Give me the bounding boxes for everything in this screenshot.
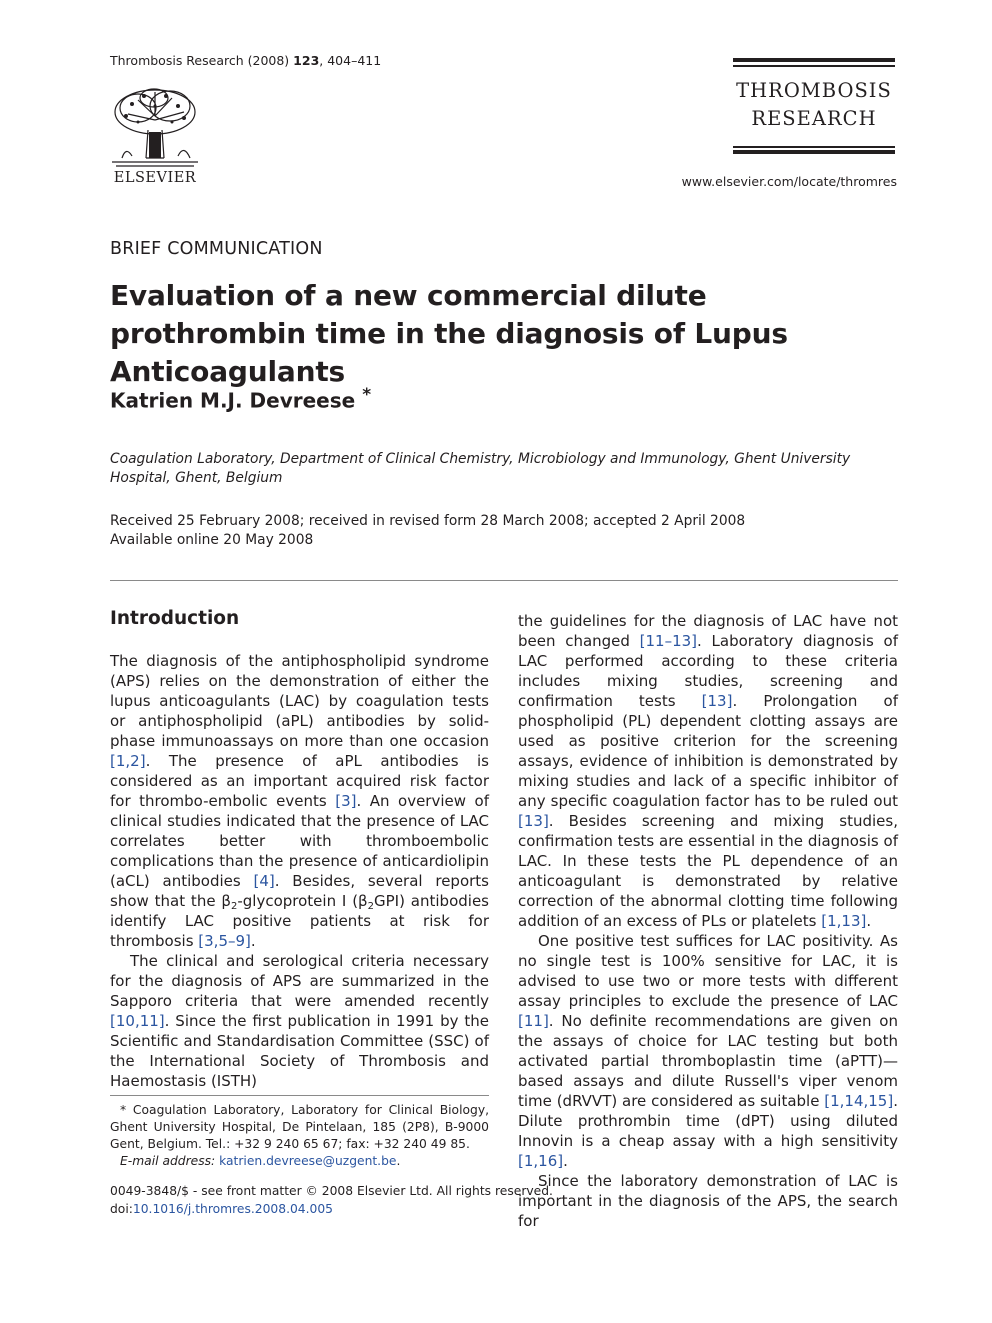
author-name: Katrien M.J. Devreese: [110, 388, 356, 413]
citation-link[interactable]: [13]: [518, 812, 549, 830]
author-line: [110, 385, 371, 413]
footnote-divider: [110, 1095, 489, 1096]
article-dates: [110, 512, 898, 550]
citation-link[interactable]: [1,16]: [518, 1152, 564, 1170]
available-online-date: Available online 20 May 2008: [110, 532, 314, 548]
intro-paragraph-4: Since the laboratory demonstration of LAC is important in the diagnosis of the APS, the search for: [518, 1172, 898, 1230]
masthead-top-thin-bar: [733, 65, 895, 67]
masthead-bottom-bar: [733, 150, 895, 154]
front-matter: [110, 1182, 553, 1218]
journal-name: Thrombosis Research (2008): [110, 53, 290, 68]
footnote-mark: *: [120, 1103, 127, 1117]
footnote-address: Coagulation Laboratory, Laboratory for Clinical Biology, Ghent University Hospital, De Pintelaan, 185 (2P8), B-9000 Gent, Belgium. Tel.: +32 9 240 65 67; fax: +32 240 49 85.: [110, 1103, 489, 1151]
citation-link[interactable]: [3,5–9]: [198, 932, 251, 950]
copyright-line: 0049-3848/$ - see front matter © 2008 Elsevier Ltd. All rights reserved.: [110, 1184, 553, 1198]
doi-label: doi:: [110, 1202, 133, 1216]
masthead-line2: RESEARCH: [751, 107, 877, 130]
introduction-heading: Introduction: [110, 608, 240, 629]
intro-paragraph-2-continued: the guidelines for the diagnosis of LAC have not been changed [11–13]. Laboratory diagnosis of LAC performed according to these criteria includes mixing studies, screening and confirmation tests [13]. Prolongation of phospholipid (PL) dependent clotting assays are used as positive criterion for the screening assays, evidence of inhibition is demonstrated by mixing studies and lack of a specific inhibitor of any specific coagulation factor has to be ruled out [13]. Besides screening and mixing studies, confirmation tests are essential in the diagnosis of LAC. In these tests the PL dependence of an anticoagulant is demonstrated by relative correction of the abnormal clotting time following addition of an excess of PLs or platelets [1,13].: [518, 612, 898, 930]
author-email-link[interactable]: katrien.devreese@uzgent.be: [219, 1154, 397, 1168]
article-section: BRIEF COMMUNICATION: [110, 239, 323, 259]
doi-link[interactable]: 10.1016/j.thromres.2008.04.005: [132, 1202, 334, 1216]
email-label: E-mail address:: [120, 1154, 216, 1168]
citation-link[interactable]: [10,11]: [110, 1012, 165, 1030]
intro-paragraph-1: The diagnosis of the antiphospholipid syndrome (APS) relies on the demonstration of either the lupus anticoagulants (LAC) by coagulation tests or antiphospholipid (aPL) antibodies by solid-phase immunoassays on more than one occasion [1,2]. The presence of aPL antibodies is considered as an important acquired risk factor for thrombo-embolic events [3]. An overview of clinical studies indicated that the presence of LAC correlates better with thromboembolic complications than the presence of anticardiolipin (aCL) antibodies [4]. Besides, several reports show that the $\beta_2$-glycoprotein I $(\beta_2GPI)$ antibodies identify LAC positive patients at risk for thrombosis [3,5–9].: [110, 652, 489, 950]
journal-url-link[interactable]: www.elsevier.com/locate/thromres: [681, 174, 897, 189]
intro-paragraph-2-start: The clinical and serological criteria necessary for the diagnosis of APS are summarized in the Sapporo criteria that were amended recently [10,11]. Since the first publication in 1991 by the Scientific and Standardisation Committee (SSC) of the International Society of Thrombosis and Haemostasis (ISTH): [110, 952, 489, 1090]
citation-link[interactable]: [1,2]: [110, 752, 146, 770]
citation-link[interactable]: [11–13]: [639, 632, 698, 650]
journal-volume: 123: [293, 53, 320, 68]
citation-link[interactable]: [11]: [518, 1012, 549, 1030]
masthead-line1: THROMBOSIS: [736, 79, 892, 102]
header-divider: [110, 580, 898, 581]
masthead-bottom-thin-bar: [733, 146, 895, 148]
intro-paragraph-3: One positive test suffices for LAC positivity. As no single test is 100% sensitive for LAC, it is advised to use two or more tests with different assay principles to exclude the presence of LAC [11]. No definite recommendations are given on the assays of choice for LAC testing but both activated partial thromboplastin time (aPTT)—based assays and dilute Russell's viper venom time (dRVVT) are considered as suitable [1,14,15]. Dilute prothrombin time (dPT) using diluted Innovin is a cheap assay with a high sensitivity [1,16].: [518, 932, 898, 1170]
article-title: Evaluation of a new commercial dilute prothrombin time in the diagnosis of Lupus Anticoagulants: [110, 279, 788, 388]
elsevier-logo: [108, 86, 202, 190]
citation-link[interactable]: [1,13]: [821, 912, 867, 930]
elsevier-tree-icon: [108, 86, 202, 168]
masthead-top-bar: [733, 58, 895, 62]
author-footnote-mark[interactable]: *: [362, 385, 372, 405]
journal-pages: , 404–411: [319, 53, 382, 68]
journal-masthead: [733, 58, 895, 156]
received-dates: Received 25 February 2008; received in revised form 28 March 2008; accepted 2 April 2008: [110, 513, 746, 529]
citation-link[interactable]: [3]: [335, 792, 357, 810]
elsevier-wordmark: ELSEVIER: [113, 170, 197, 186]
citation-link[interactable]: [1,14,15]: [824, 1092, 894, 1110]
right-column: [518, 611, 898, 1231]
left-column: [110, 651, 489, 1091]
citation-link[interactable]: [13]: [701, 692, 733, 710]
journal-citation: [110, 53, 381, 68]
author-affiliation: Coagulation Laboratory, Department of Clinical Chemistry, Microbiology and Immunology, Ghent University Hospital, Ghent, Belgium: [110, 451, 851, 486]
author-footnote: * Coagulation Laboratory, Laboratory for Clinical Biology, Ghent University Hospital, De Pintelaan, 185 (2P8), B-9000 Gent, Belgium. Tel.: +32 9 240 65 67; fax: +32 240 49 85. E-mail address: katrien.devreese@uzgent.be.: [110, 1103, 489, 1168]
citation-link[interactable]: [4]: [253, 872, 275, 890]
